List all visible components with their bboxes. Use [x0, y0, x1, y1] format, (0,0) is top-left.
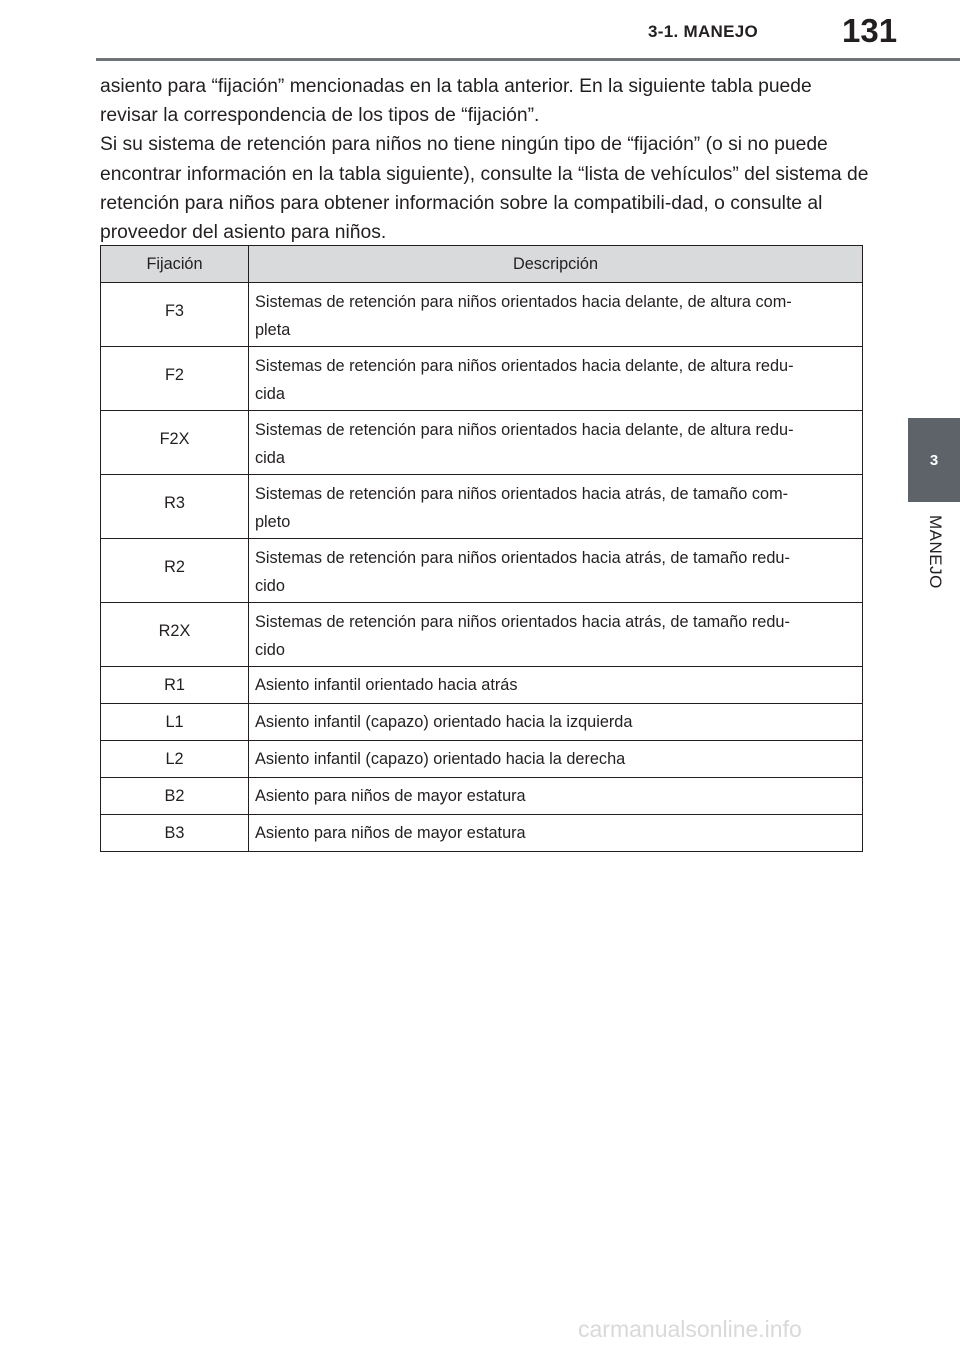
fixation-description [249, 539, 863, 603]
header-divider [96, 58, 960, 61]
description-line: Sistemas de retención para niños orientados hacia delante, de altura redu- [255, 357, 794, 375]
header-fijacion: Fijación [101, 246, 249, 283]
fixation-code: F2 [101, 347, 249, 411]
description-line: cido [255, 577, 285, 595]
table-row [101, 411, 863, 475]
chapter-number: 3 [929, 451, 939, 469]
intro-paragraph: Si su sistema de retención para niños no tiene ningún tipo de “fijación” (o si no puede encontrar información en la tabla siguiente), consulte la “lista de vehículos” del sistema de retención para niños para obtener información sobre la compatibili-dad, o consulte al proveedor del asiento para niños. [100, 134, 869, 244]
fixation-code: B2 [101, 778, 249, 815]
description-line: pleta [255, 321, 291, 339]
table-row [101, 283, 863, 347]
fixation-description: Asiento infantil orientado hacia atrás [249, 667, 863, 704]
fixation-code: B3 [101, 815, 249, 852]
watermark: carmanualsonline.info [578, 1316, 802, 1342]
fixation-description [249, 283, 863, 347]
description-line: cida [255, 385, 285, 403]
fixation-description [249, 347, 863, 411]
fixation-table [100, 245, 863, 852]
table-row [101, 539, 863, 603]
section-title: 3-1. MANEJO [648, 22, 759, 41]
table-row [101, 347, 863, 411]
table-row [101, 815, 863, 852]
fixation-code: F2X [101, 411, 249, 475]
description-line: cido [255, 641, 285, 659]
table-row [101, 778, 863, 815]
page-number: 131 [842, 12, 898, 49]
table-row [101, 603, 863, 667]
fixation-description: Asiento para niños de mayor estatura [249, 778, 863, 815]
fixation-code: R3 [101, 475, 249, 539]
table-header-row [101, 246, 863, 283]
fixation-code: R2 [101, 539, 249, 603]
fixation-description: Asiento para niños de mayor estatura [249, 815, 863, 852]
description-line: Sistemas de retención para niños orientados hacia atrás, de tamaño redu- [255, 613, 790, 631]
table-row [101, 475, 863, 539]
intro-text [100, 72, 870, 247]
chapter-label: MANEJO [926, 515, 945, 589]
table-row [101, 704, 863, 741]
fixation-description [249, 475, 863, 539]
header-descripcion: Descripción [249, 246, 863, 283]
intro-paragraph: asiento para “fijación” mencionadas en la tabla anterior. En la siguiente tabla puede revisar la correspondencia de los tipos de “fijación”. [100, 76, 812, 127]
fixation-description: Asiento infantil (capazo) orientado hacia la izquierda [249, 704, 863, 741]
fixation-code: L1 [101, 704, 249, 741]
table-row [101, 741, 863, 778]
description-line: Sistemas de retención para niños orientados hacia delante, de altura redu- [255, 421, 794, 439]
description-line: Sistemas de retención para niños orientados hacia atrás, de tamaño com- [255, 485, 789, 503]
fixation-code: R2X [101, 603, 249, 667]
description-line: Sistemas de retención para niños orientados hacia delante, de altura com- [255, 293, 792, 311]
description-line: Sistemas de retención para niños orientados hacia atrás, de tamaño redu- [255, 549, 790, 567]
description-line: pleto [255, 513, 291, 531]
table-row [101, 667, 863, 704]
fixation-code: R1 [101, 667, 249, 704]
description-line: cida [255, 449, 285, 467]
fixation-description [249, 411, 863, 475]
fixation-code: F3 [101, 283, 249, 347]
fixation-code: L2 [101, 741, 249, 778]
fixation-description [249, 603, 863, 667]
chapter-tab [908, 418, 960, 502]
fixation-description: Asiento infantil (capazo) orientado hacia la derecha [249, 741, 863, 778]
